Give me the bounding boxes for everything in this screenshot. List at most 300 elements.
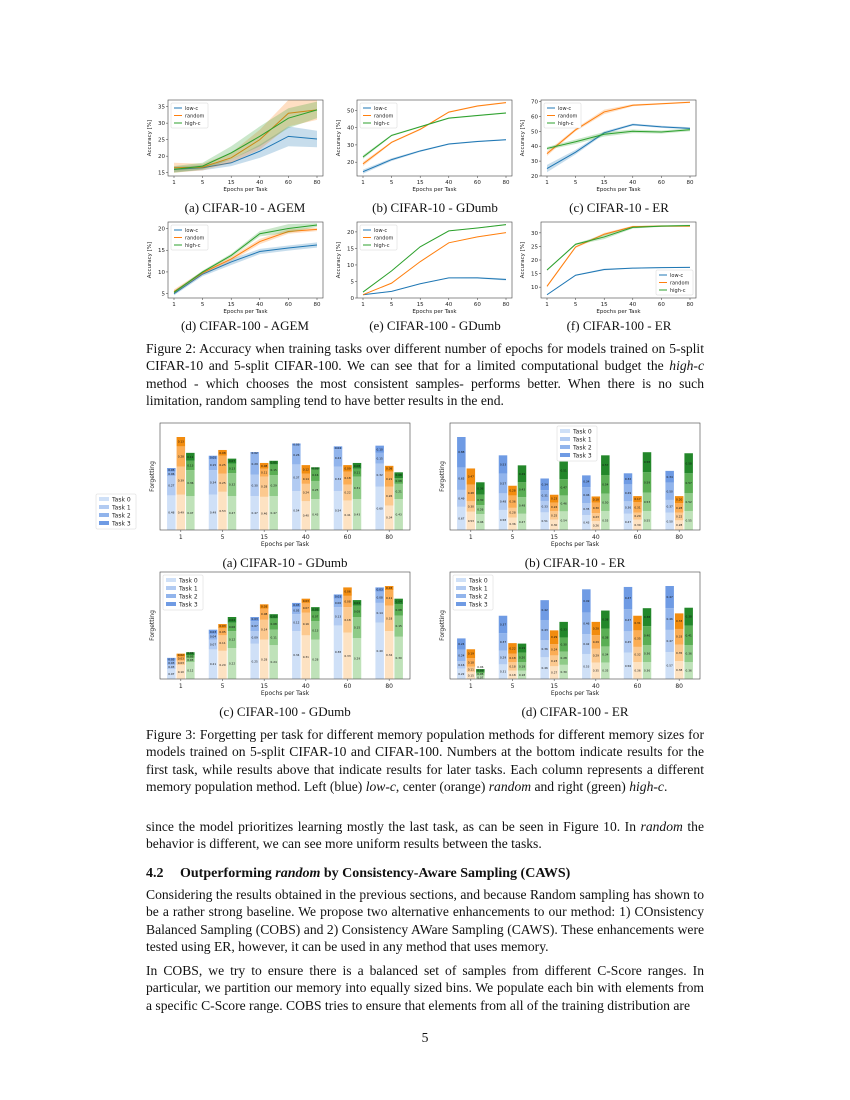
bar-value-label: 0.47 (560, 485, 567, 490)
bar-value-label: 0.37 (499, 639, 507, 644)
legend-label: Task 1 (469, 585, 488, 593)
bar-value-label: 0.52 (685, 499, 692, 504)
x-axis-label: Epochs per Task (596, 187, 641, 193)
legend-label: random (670, 280, 690, 287)
bar-value-label: 0.10 (376, 447, 383, 452)
bar-value-label: 0.57 (602, 463, 609, 468)
bar-value-label: 0.47 (228, 511, 236, 516)
caption-a: (a) CIFAR-10 - AGEM (184, 200, 306, 215)
y-tick-label: 10 (531, 285, 538, 292)
bar-value-label: 0.05 (270, 460, 277, 465)
bar-value-label: 0.34 (386, 515, 393, 520)
bar-value-label: 0.36 (643, 651, 651, 656)
bar-value-label: 0.31 (634, 505, 641, 510)
y-tick-label: 10 (347, 262, 354, 269)
x-tick-label: 1 (178, 534, 183, 541)
bar-value-label: 0.40 (302, 513, 309, 518)
bar-value-label: 0.08 (395, 478, 402, 483)
bar-value-label: 0.29 (270, 483, 277, 488)
bar-value-label: 0.09 (251, 635, 258, 640)
bar-value-label: 0.30 (560, 642, 567, 647)
bar-value-label: 0.48 (499, 499, 507, 504)
bar-value-label: 0.53 (583, 664, 590, 669)
bar-value-label: 0.08 (270, 622, 277, 627)
line-chart-cifar100-er (511, 219, 701, 324)
bar-value-label: 0.08 (376, 595, 383, 600)
bar-value-label: 0.13 (177, 439, 184, 444)
caption-c: (c) CIFAR-10 - ER (569, 200, 669, 215)
bar-value-label: 0.29 (551, 635, 558, 640)
x-tick-label: 80 (502, 180, 510, 186)
bar-value-label: 0.38 (676, 668, 683, 673)
y-axis-label: Accuracy [%] (336, 119, 342, 157)
bar-value-label: 0.28 (312, 657, 319, 662)
y-tick-label: 20 (158, 226, 165, 233)
bar-value-label: 0.49 (177, 510, 184, 515)
bar-value-label: 0.32 (634, 652, 641, 657)
bar-value-label: 0.03 (334, 594, 342, 599)
y-axis-label: Accuracy [%] (520, 119, 526, 157)
bar-value-label: 0.35 (676, 650, 683, 655)
bar-value-label: 0.58 (499, 517, 507, 522)
body-paragraph-3: In COBS, we try to ensure there is a balanced set of samples from different C-Score ranges. In particular, we partition our memory into equally sized bins. We populate each bin with elements from a specific C-Score range. COBS tries to ensure that elements from all of the training distribution are (146, 963, 704, 1013)
bar-value-label: 0.15 (395, 624, 402, 629)
bar-value-label: 0.16 (302, 622, 309, 627)
x-tick-label: 60 (633, 683, 642, 690)
bar-value-label: 0.13 (312, 628, 319, 633)
bar-value-label: 0.23 (592, 515, 599, 520)
bar-value-label: 0.15 (209, 462, 217, 467)
bar-value-label: 0.24 (551, 647, 558, 652)
bar-value-label: 0.28 (676, 523, 683, 528)
bar-value-label: 0.35 (634, 636, 641, 641)
bar-value-label: 0.47 (666, 638, 673, 643)
y-tick-label: 5 (161, 291, 165, 298)
figure-2-caption: Figure 2: Accuracy when training tasks over different number of epochs for models trained on 5-split CIFAR-10 and 5-split CIFAR-100. We can see that for a limited computational budget the high-c method - which chooses the most consistent samples- performs better. When there is no such limitation, random sampling tend to have better results in the end. (146, 341, 704, 409)
y-tick-label: 30 (158, 121, 165, 128)
y-tick-label: 15 (158, 170, 165, 177)
bar-value-label: 0.33 (676, 634, 683, 639)
bar-value-label: 0.47 (624, 519, 632, 524)
bar-value-label: 0.30 (477, 497, 484, 502)
bar-value-label: 0.07 (168, 672, 175, 677)
x-axis-label: Epochs per Task (223, 309, 268, 315)
legend-label: Task 3 (179, 601, 198, 609)
bar-value-label: 0.27 (551, 670, 558, 675)
page-number: 5 (421, 1030, 429, 1045)
bar-value-label: 0.46 (560, 501, 567, 506)
x-tick-label: 80 (313, 180, 321, 186)
bar-value-label: 0.12 (228, 637, 236, 642)
bar-value-label: 0.24 (270, 660, 277, 665)
bar-chart-cifar100-er (430, 570, 700, 705)
bar-value-label: 0.08 (353, 609, 361, 614)
x-tick-label: 80 (686, 180, 694, 186)
legend-label: high-c (185, 121, 201, 127)
x-axis-label: Epochs per Task (223, 187, 268, 193)
bar-value-label: 0.19 (518, 646, 526, 651)
legend-swatch-task3 (166, 602, 176, 606)
bar-value-label: 0.24 (458, 653, 465, 658)
y-tick-label: 70 (531, 99, 538, 106)
x-tick-label: 40 (445, 180, 453, 186)
bar-value-label: 0.11 (270, 635, 277, 640)
bar-value-label: 0.38 (643, 615, 651, 620)
bar-value-label: 0.22 (509, 646, 516, 651)
bar-value-label: 0.18 (518, 664, 526, 669)
bar-value-label: 0.60 (376, 506, 383, 511)
bar-value-label: 0.25 (251, 659, 258, 664)
bar-value-label: 0.56 (624, 663, 632, 668)
bar-value-label: 0.08 (386, 466, 393, 471)
bar-value-label: 0.04 (334, 445, 342, 450)
x-tick-label: 1 (361, 180, 365, 186)
y-tick-label: 40 (347, 125, 354, 132)
bar-value-label: 0.11 (386, 595, 393, 600)
bar-value-label: 0.36 (624, 505, 632, 510)
bar-value-label: 0.24 (302, 490, 309, 495)
bar-value-label: 0.36 (685, 651, 692, 656)
bar-value-label: 0.54 (602, 482, 609, 487)
bar-value-label: 0.46 (583, 493, 590, 498)
bar-value-label: 0.54 (334, 508, 342, 513)
bar-value-label: 0.38 (602, 617, 609, 622)
bar-value-label: 0.13 (334, 614, 342, 619)
x-axis-label: Epochs per Task (260, 690, 310, 697)
bar-value-label: 0.03 (302, 598, 309, 603)
bar-value-label: 0.37 (666, 504, 673, 509)
x-tick-label: 60 (343, 683, 352, 690)
bar-value-label: 0.40 (376, 648, 383, 653)
x-tick-label: 40 (302, 534, 310, 541)
bar-value-label: 0.22 (676, 514, 683, 519)
bar-value-label: 0.41 (344, 513, 351, 518)
x-tick-label: 1 (172, 180, 176, 186)
y-tick-label: 30 (531, 159, 538, 166)
bar-value-label: 0.28 (177, 454, 184, 459)
x-tick-label: 5 (510, 534, 515, 541)
bar-value-label: 0.18 (467, 660, 474, 665)
bar-value-label: 0.25 (219, 462, 226, 467)
bar-value-label: 0.36 (685, 668, 692, 673)
bar-value-label: 0.50 (666, 519, 673, 524)
bar-value-label: 0.36 (187, 481, 194, 486)
bar-value-label: 0.14 (376, 610, 383, 615)
bar-value-label: 0.07 (312, 614, 319, 619)
bar-value-label: 0.13 (228, 466, 236, 471)
bar-value-label: 0.18 (509, 664, 516, 669)
x-tick-label: 60 (284, 180, 292, 186)
bar-value-label: 0.03 (219, 624, 226, 629)
bar-value-label: 0.34 (334, 476, 342, 481)
bar-value-label: 0.05 (219, 629, 226, 634)
bar-value-label: 0.03 (187, 657, 194, 662)
bar-value-label: 0.29 (251, 462, 258, 467)
bar-value-label: 0.35 (602, 668, 609, 673)
y-tick-label: 20 (347, 160, 354, 167)
bar-value-label: 0.53 (643, 499, 651, 504)
bar-value-label: 0.38 (334, 650, 342, 655)
bar-value-label: 0.27 (168, 483, 175, 488)
bar-value-label: 0.03 (168, 660, 175, 665)
legend-label: low-c (374, 106, 388, 112)
legend-swatch-task1 (456, 586, 466, 590)
x-tick-label: 15 (416, 180, 424, 186)
bar-value-label: 0.03 (177, 656, 184, 661)
caption-fig3a: (a) CIFAR-10 - GDumb (222, 555, 348, 570)
x-tick-label: 5 (389, 302, 394, 308)
bar-value-label: 0.28 (676, 505, 683, 510)
bar-value-label: 0.07 (302, 605, 309, 610)
x-tick-label: 40 (629, 302, 637, 308)
y-tick-label: 20 (531, 258, 538, 264)
bar-value-label: 0.03 (293, 442, 300, 447)
y-axis-label: Forgetting (149, 461, 156, 492)
bar-value-label: 0.03 (312, 607, 319, 612)
bar-value-label: 0.38 (602, 635, 609, 640)
bar-value-label: 0.03 (386, 586, 393, 591)
legend-label: Task 2 (573, 444, 592, 452)
bar-chart-cifar10-er (430, 421, 700, 556)
bar-value-label: 0.59 (643, 480, 651, 485)
x-tick-label: 40 (629, 180, 637, 186)
legend-label: high-c (185, 243, 201, 249)
bar-value-label: 0.15 (376, 456, 383, 461)
bar-value-label: 0.02 (187, 651, 194, 656)
bar-value-label: 0.25 (312, 487, 319, 492)
legend-label: random (374, 235, 394, 242)
legend-label: Task 0 (179, 577, 198, 585)
legend-swatch-task3 (560, 453, 570, 457)
x-tick-label: 5 (200, 180, 205, 186)
x-tick-label: 60 (633, 534, 642, 541)
bar-value-label: 0.36 (541, 646, 548, 651)
bar-value-label: 0.46 (541, 666, 548, 671)
y-tick-label: 10 (158, 269, 165, 276)
bar-value-label: 0.04 (395, 599, 402, 604)
bar-value-label: 0.47 (187, 511, 194, 516)
bar-value-label: 0.31 (353, 485, 361, 490)
bar-value-label: 0.49 (624, 490, 632, 495)
bar-value-label: 0.47 (518, 519, 526, 524)
x-tick-label: 1 (468, 683, 473, 690)
bar-chart-cifar100-gdumb (140, 570, 410, 705)
bar-value-label: 0.49 (583, 598, 590, 603)
bar-value-label: 0.08 (261, 612, 268, 617)
bar-value-label: 0.16 (458, 662, 465, 667)
x-tick-label: 40 (592, 683, 600, 690)
x-tick-label: 60 (473, 180, 481, 186)
bar-value-label: 0.03 (477, 668, 484, 673)
x-tick-label: 80 (502, 302, 510, 308)
bar-value-label: 0.57 (685, 481, 692, 486)
bar-value-label: 0.47 (666, 595, 673, 600)
bar-value-label: 0.28 (261, 484, 268, 489)
bar-value-label: 0.11 (353, 470, 361, 475)
x-tick-label: 1 (172, 302, 176, 308)
caption-fig3b: (b) CIFAR-10 - ER (524, 555, 626, 570)
bar-value-label: 0.30 (251, 483, 258, 488)
legend-swatch-task2 (166, 594, 176, 598)
bar-value-label: 0.03 (251, 617, 258, 622)
bar-value-label: 0.06 (228, 624, 236, 629)
caption-d: (d) CIFAR-100 - AGEM (181, 318, 309, 333)
bar-value-label: 0.15 (270, 467, 277, 472)
line-chart-cifar10-agem (138, 97, 328, 202)
y-axis-label: Accuracy [%] (336, 241, 342, 279)
bar-value-label: 0.42 (583, 642, 590, 647)
bar-value-label: 0.20 (634, 514, 641, 519)
legend-swatch-task0 (166, 578, 176, 582)
bar-value-label: 0.43 (518, 487, 526, 492)
x-tick-label: 5 (573, 302, 578, 308)
bar-value-label: 0.49 (209, 510, 217, 515)
legend-label: low-c (374, 228, 388, 234)
bar-value-label: 0.47 (467, 474, 474, 479)
legend-label: random (185, 113, 205, 120)
bar-value-label: 0.02 (251, 450, 258, 455)
y-tick-label: 30 (347, 142, 354, 149)
x-tick-label: 80 (385, 683, 393, 690)
bar-value-label: 0.32 (228, 482, 236, 487)
legend-label: Task 3 (469, 601, 488, 609)
bar-value-label: 0.42 (541, 608, 548, 613)
bar-value-label: 0.08 (344, 599, 351, 604)
bar-value-label: 0.24 (551, 504, 558, 509)
y-tick-label: 15 (531, 271, 538, 278)
bar-value-label: 0.33 (344, 653, 351, 658)
bar-value-label: 0.30 (395, 655, 402, 660)
legend-swatch-task0 (456, 578, 466, 582)
x-axis-label: Epochs per Task (550, 690, 600, 697)
bar-chart-cifar10-gdumb (112, 421, 410, 556)
bar-value-label: 0.22 (344, 490, 351, 495)
bar-value-label: 0.04 (209, 634, 217, 639)
bar-value-label: 0.12 (293, 620, 300, 625)
bar-value-label: 0.02 (187, 654, 194, 659)
bar-value-label: 0.43 (583, 520, 590, 525)
bar-value-label: 0.20 (219, 662, 226, 667)
bar-value-label: 0.50 (602, 500, 609, 505)
bar-value-label: 0.04 (228, 617, 236, 622)
bar-value-label: 0.13 (187, 463, 194, 468)
x-tick-label: 5 (220, 683, 225, 690)
bar-value-label: 0.30 (560, 669, 567, 674)
y-tick-label: 20 (531, 174, 538, 180)
line-chart-cifar100-gdumb (327, 219, 517, 324)
bar-value-label: 0.32 (376, 473, 383, 478)
bar-value-label: 0.28 (261, 657, 268, 662)
x-tick-label: 5 (510, 683, 515, 690)
y-tick-label: 0 (350, 296, 354, 302)
series-line-high-c (547, 226, 690, 271)
x-tick-label: 40 (592, 534, 600, 541)
bar-value-label: 0.23 (551, 496, 558, 501)
x-axis-label: Epochs per Task (260, 541, 310, 548)
line-chart-cifar10-er (511, 97, 701, 202)
x-axis-label: Epochs per Task (412, 309, 457, 315)
bar-value-label: 0.25 (219, 480, 226, 485)
bar-value-label: 0.31 (634, 621, 641, 626)
bar-value-label: 0.30 (592, 505, 599, 510)
x-tick-label: 15 (550, 683, 558, 690)
bar-value-label: 0.26 (592, 523, 599, 528)
bar-value-label: 0.47 (251, 511, 258, 516)
plot-frame (160, 423, 410, 530)
line-chart-cifar10-gdumb (327, 97, 517, 202)
legend-label: random (185, 235, 205, 242)
bar-value-label: 0.20 (676, 497, 683, 502)
legend-swatch-task2 (99, 513, 109, 517)
bar-value-label: 0.43 (541, 628, 548, 633)
bar-value-label: 0.48 (168, 510, 175, 515)
bar-value-label: 0.55 (685, 518, 692, 523)
x-tick-label: 5 (200, 302, 205, 308)
bar-value-label: 0.46 (261, 511, 268, 516)
series-line-low-c (363, 140, 506, 172)
bar-value-label: 0.50 (666, 489, 673, 494)
legend-label: random (558, 113, 578, 120)
bar-value-label: 0.47 (624, 596, 632, 601)
x-tick-label: 1 (545, 302, 549, 308)
y-tick-label: 20 (347, 229, 354, 236)
legend-swatch-task2 (456, 594, 466, 598)
bar-value-label: 0.10 (177, 669, 184, 674)
bar-value-label: 0.08 (261, 463, 268, 468)
bar-value-label: 0.48 (518, 503, 526, 508)
bar-value-label: 0.57 (499, 481, 507, 486)
legend-label: high-c (374, 121, 390, 127)
bar-value-label: 0.18 (344, 476, 351, 481)
bar-value-label: 0.05 (477, 671, 484, 676)
bar-value-label: 0.12 (302, 467, 309, 472)
bar-value-label: 0.47 (270, 511, 277, 516)
bar-value-label: 0.41 (685, 633, 692, 638)
bar-value-label: 0.43 (353, 512, 361, 517)
y-tick-label: 5 (350, 279, 354, 286)
legend-label: random (374, 113, 394, 120)
bar-value-label: 0.06 (477, 665, 484, 670)
bar-value-label: 0.48 (467, 491, 474, 496)
bar-value-label: 0.11 (187, 454, 194, 459)
legend-label: low-c (185, 106, 199, 112)
bar-value-label: 0.24 (458, 642, 465, 647)
bar-value-label: 0.43 (312, 512, 319, 517)
bar-value-label: 0.34 (583, 479, 590, 484)
bar-value-label: 0.18 (386, 616, 393, 621)
y-axis-label: Accuracy [%] (520, 241, 526, 279)
bar-value-label: 0.53 (219, 508, 226, 513)
x-tick-label: 15 (227, 302, 235, 308)
bar-value-label: 0.36 (477, 486, 484, 491)
bar-value-label: 0.11 (467, 667, 474, 672)
bar-value-label: 0.05 (168, 467, 175, 472)
x-tick-label: 80 (385, 534, 393, 541)
caption-f: (f) CIFAR-100 - ER (566, 318, 672, 333)
bar-value-label: 0.07 (209, 642, 217, 647)
x-tick-label: 15 (260, 683, 268, 690)
bar-value-label: 0.43 (395, 512, 402, 517)
x-tick-label: 15 (550, 534, 558, 541)
bar-value-label: 0.21 (386, 477, 393, 482)
bar-value-label: 0.08 (353, 463, 361, 468)
bar-value-label: 0.05 (293, 608, 300, 613)
y-axis-label: Accuracy [%] (147, 119, 153, 157)
bar-value-label: 0.65 (458, 476, 465, 481)
bar-value-label: 0.08 (395, 473, 402, 478)
bar-value-label: 0.30 (551, 522, 558, 527)
bar-value-label: 0.26 (477, 507, 484, 512)
